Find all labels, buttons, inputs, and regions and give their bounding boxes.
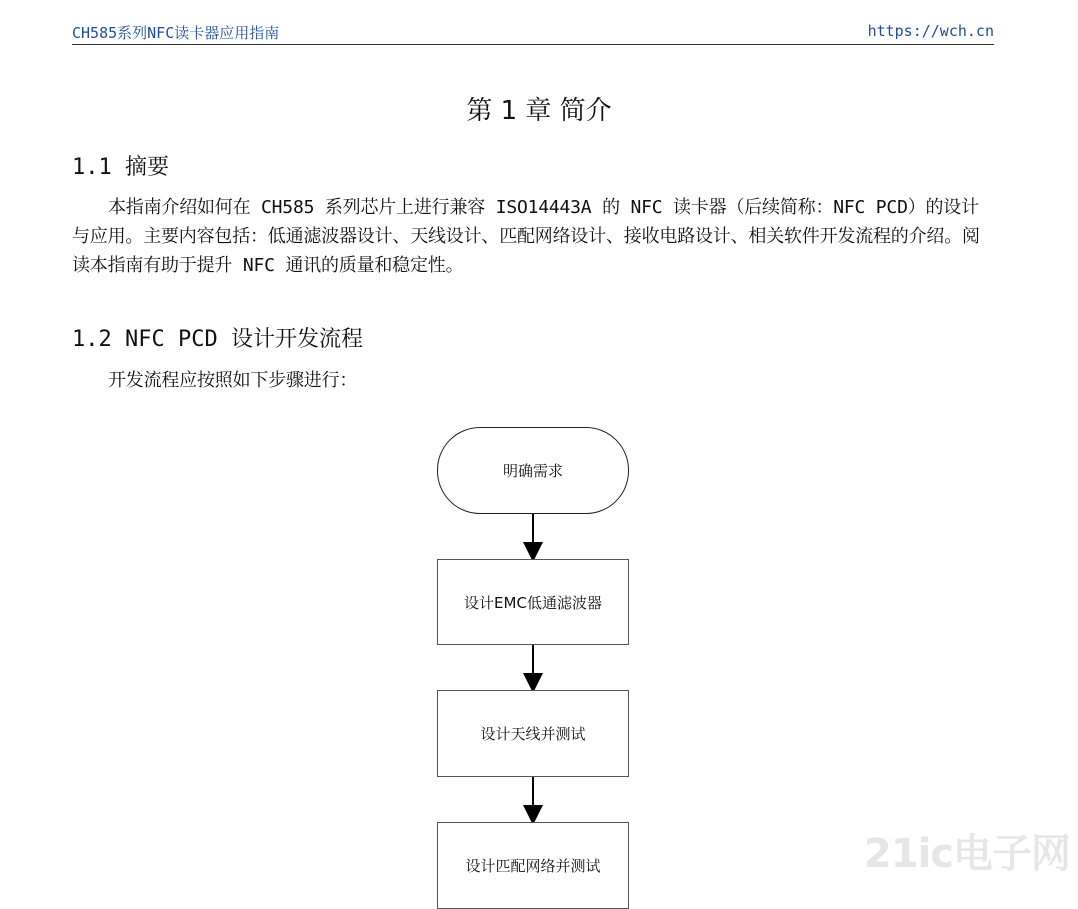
summary-paragraph: 本指南介绍如何在 CH585 系列芯片上进行兼容 ISO14443A 的 NFC 读卡器（后续简称：NFC PCD）的设计与应用。主要内容包括：低通滤波器设计、天线设计、匹配网络设计、接收电路设计、相关软件开发流程的介绍。阅读本指南有助于提升 NFC 通讯的质量和稳定性。 (72, 197, 980, 276)
website-link[interactable]: https://wch.cn (867, 22, 994, 40)
flow-intro-paragraph: 开发流程应按照如下步骤进行： (108, 370, 358, 391)
section-heading-summary: 1.1 摘要 (72, 155, 169, 180)
chapter-title: 第 1 章 简介 (466, 96, 612, 126)
flow-step-antenna: 设计天线并测试 (437, 690, 629, 777)
flow-step-requirements: 明确需求 (437, 427, 629, 514)
watermark-logo: 21ic电子网 (863, 831, 1070, 877)
flow-step-matching-network: 设计匹配网络并测试 (437, 822, 629, 909)
section-heading-flow: 1.2 NFC PCD 设计开发流程 (72, 327, 363, 352)
document-title: CH585系列NFC读卡器应用指南 (72, 24, 280, 42)
flow-step-emc-filter: 设计EMC低通滤波器 (437, 559, 629, 645)
